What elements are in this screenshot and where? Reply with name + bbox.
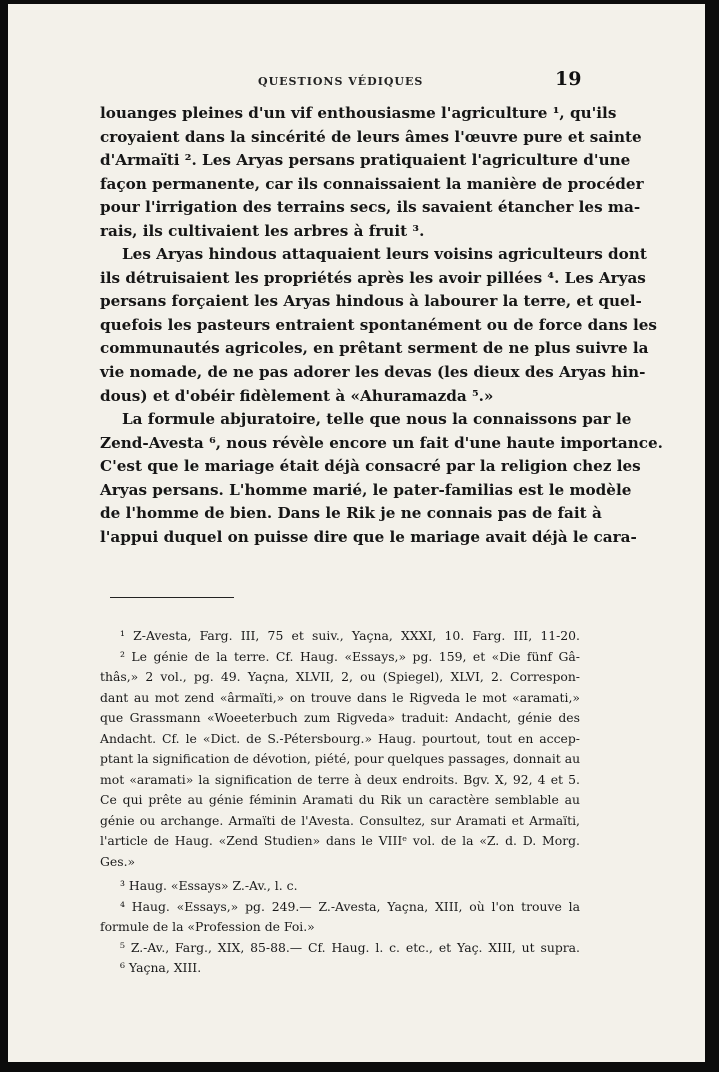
running-head: QUESTIONS VÉDIQUES xyxy=(258,75,424,88)
book-page xyxy=(8,4,705,1062)
body-line: louanges pleines d'un vif enthousiasme l'agriculture ¹, qu'ils xyxy=(100,104,617,122)
footnote-line: dant au mot zend «ârmaïti,» on trouve dans le Rigveda le mot «aramati,» xyxy=(100,689,580,705)
footnote-line: thâs,» 2 vol., pg. 49. Yaçna, XLVII, 2, ou (Spiegel), XLVI, 2. Correspon- xyxy=(100,669,580,684)
body-line: pour l'irrigation des terrains secs, ils savaient étancher les ma- xyxy=(100,198,641,217)
footnote-line: mot «aramati» la signification de terre à deux endroits. Bgv. X, 92, 4 et 5. xyxy=(100,771,580,787)
footnote-line: Ges.» xyxy=(100,853,136,869)
body-line: persans forçaient les Aryas hindous à labourer la terre, et quel- xyxy=(100,292,642,311)
body-line: Aryas persans. L'homme marié, le pater-familias est le modèle xyxy=(100,480,632,499)
footnote-line: que Grassmann «Woeeterbuch zum Rigveda» traduit: Andacht, génie des xyxy=(100,710,580,725)
footnote-line: ² Le génie de la terre. Cf. Haug. «Essays,» pg. 159, et «Die fünf Gâ- xyxy=(120,648,580,664)
body-line: vie nomade, de ne pas adorer les devas (les dieux des Aryas hin- xyxy=(100,363,646,382)
footnote-line: ³ Haug. «Essays» Z.-Av., l. c. xyxy=(120,878,298,893)
footnote-line: l'article de Haug. «Zend Studien» dans le VIIIᵉ vol. de la «Z. d. D. Morg. xyxy=(100,833,580,848)
body-line: d'Armaïti ². Les Aryas persans pratiquaient l'agriculture d'une xyxy=(100,151,631,170)
body-line: croyaient dans la sincérité de leurs âmes l'œuvre pure et sainte xyxy=(100,127,642,146)
body-line: Les Aryas hindous attaquaient leurs voisins agriculteurs dont xyxy=(122,245,647,264)
body-text xyxy=(100,102,663,549)
footnote-line: génie ou archange. Armaïti de l'Avesta. Consultez, sur Aramati et Armaïti, xyxy=(100,812,580,828)
body-line: de l'homme de bien. Dans le Rik je ne connais pas de fait à xyxy=(100,504,602,523)
footnote-line: Andacht. Cf. le «Dict. de S.-Pétersbourg.» Haug. pourtout, tout en accep- xyxy=(100,730,580,746)
footnotes xyxy=(100,626,580,979)
body-line: C'est que le mariage était déjà consacré par la religion chez les xyxy=(100,457,641,476)
footnote-rule xyxy=(110,597,234,598)
footnote-line: ¹ Z-Avesta, Farg. III, 75 et suiv., Yaçna, XXXI, 10. Farg. III, 11-20. xyxy=(120,628,580,643)
footnote-line: ptant la signification de dévotion, piété, pour quelques passages, donnait au xyxy=(100,751,581,766)
page-number: 19 xyxy=(555,68,582,90)
body-line: dous) et d'obéir fidèlement à «Ahuramazda ⁵.» xyxy=(100,386,494,405)
body-line: ils détruisaient les propriétés après les avoir pillées ⁴. Les Aryas xyxy=(100,268,646,287)
body-line: façon permanente, car ils connaissaient la manière de procéder xyxy=(100,174,644,193)
body-line: La formule abjuratoire, telle que nous la connaissons par le xyxy=(122,410,632,429)
footnote-line: Ce qui prête au génie féminin Aramati du Rik un caractère semblable au xyxy=(100,792,580,807)
body-line: l'appui duquel on puisse dire que le mariage avait déjà le cara- xyxy=(100,527,637,546)
body-line: communautés agricoles, en prêtant serment de ne plus suivre la xyxy=(100,339,649,358)
body-line: rais, ils cultivaient les arbres à fruit ³. xyxy=(100,221,425,240)
footnote-line: ⁴ Haug. «Essays,» pg. 249.— Z.-Avesta, Yaçna, XIII, où l'on trouve la xyxy=(120,898,580,914)
footnote-line: ⁵ Z.-Av., Farg., XIX, 85-88.— Cf. Haug. l. c. etc., et Yaç. XIII, ut supra. xyxy=(120,939,580,955)
footnote-line: formule de la «Profession de Foi.» xyxy=(100,919,315,934)
body-line: quefois les pasteurs entraient spontanément ou de force dans les xyxy=(100,315,657,334)
body-line: Zend-Avesta ⁶, nous révèle encore un fait d'une haute importance. xyxy=(100,433,663,452)
footnote-line: ⁶ Yaçna, XIII. xyxy=(120,960,202,975)
